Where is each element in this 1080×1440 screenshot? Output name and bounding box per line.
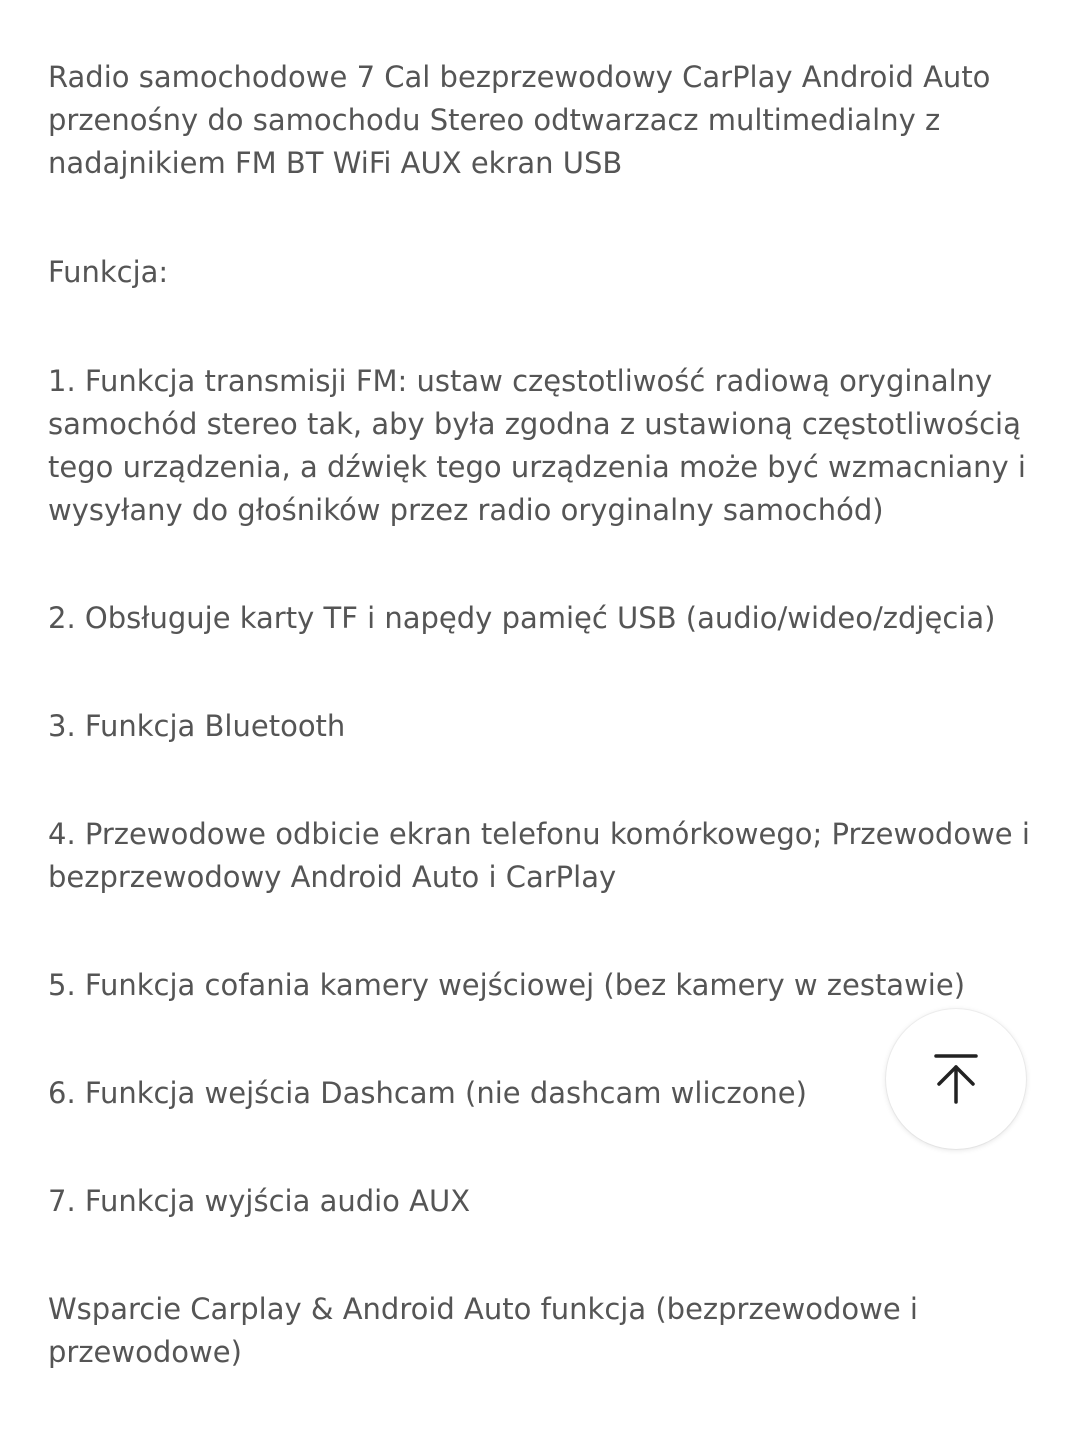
- product-description: [48, 56, 1038, 1374]
- feature-item: 5. Funkcja cofania kamery wejściowej (bez kamery w zestawie): [48, 968, 966, 1002]
- features-heading: Funkcja:: [48, 255, 169, 289]
- scroll-to-top-button[interactable]: [886, 1009, 1026, 1149]
- feature-item: 7. Funkcja wyjścia audio AUX: [48, 1184, 471, 1218]
- support-text: Wsparcie Carplay & Android Auto funkcja (bezprzewodowe i przewodowe): [48, 1292, 918, 1369]
- feature-item: 1. Funkcja transmisji FM: ustaw częstotliwość radiową oryginalny samochód stereo tak, aby była zgodna z ustawioną częstotliwością tego urządzenia, a dźwięk tego urządzenia może być wzmacniany i wysyłany do głośników przez radio oryginalny samochód): [48, 364, 1026, 527]
- feature-item: 6. Funkcja wejścia Dashcam (nie dashcam wliczone): [48, 1076, 807, 1110]
- product-title-text: Radio samochodowe 7 Cal bezprzewodowy CarPlay Android Auto przenośny do samochodu Stereo odtwarzacz multimedialny z nadajnikiem FM BT WiFi AUX ekran USB: [48, 60, 991, 180]
- feature-item: 2. Obsługuje karty TF i napędy pamięć USB (audio/wideo/zdjęcia): [48, 601, 996, 635]
- feature-item: 4. Przewodowe odbicie ekran telefonu komórkowego; Przewodowe i bezprzewodowy Android Auto i CarPlay: [48, 817, 1030, 894]
- feature-item: 3. Funkcja Bluetooth: [48, 709, 346, 743]
- arrow-up-to-top-icon: [932, 1053, 980, 1105]
